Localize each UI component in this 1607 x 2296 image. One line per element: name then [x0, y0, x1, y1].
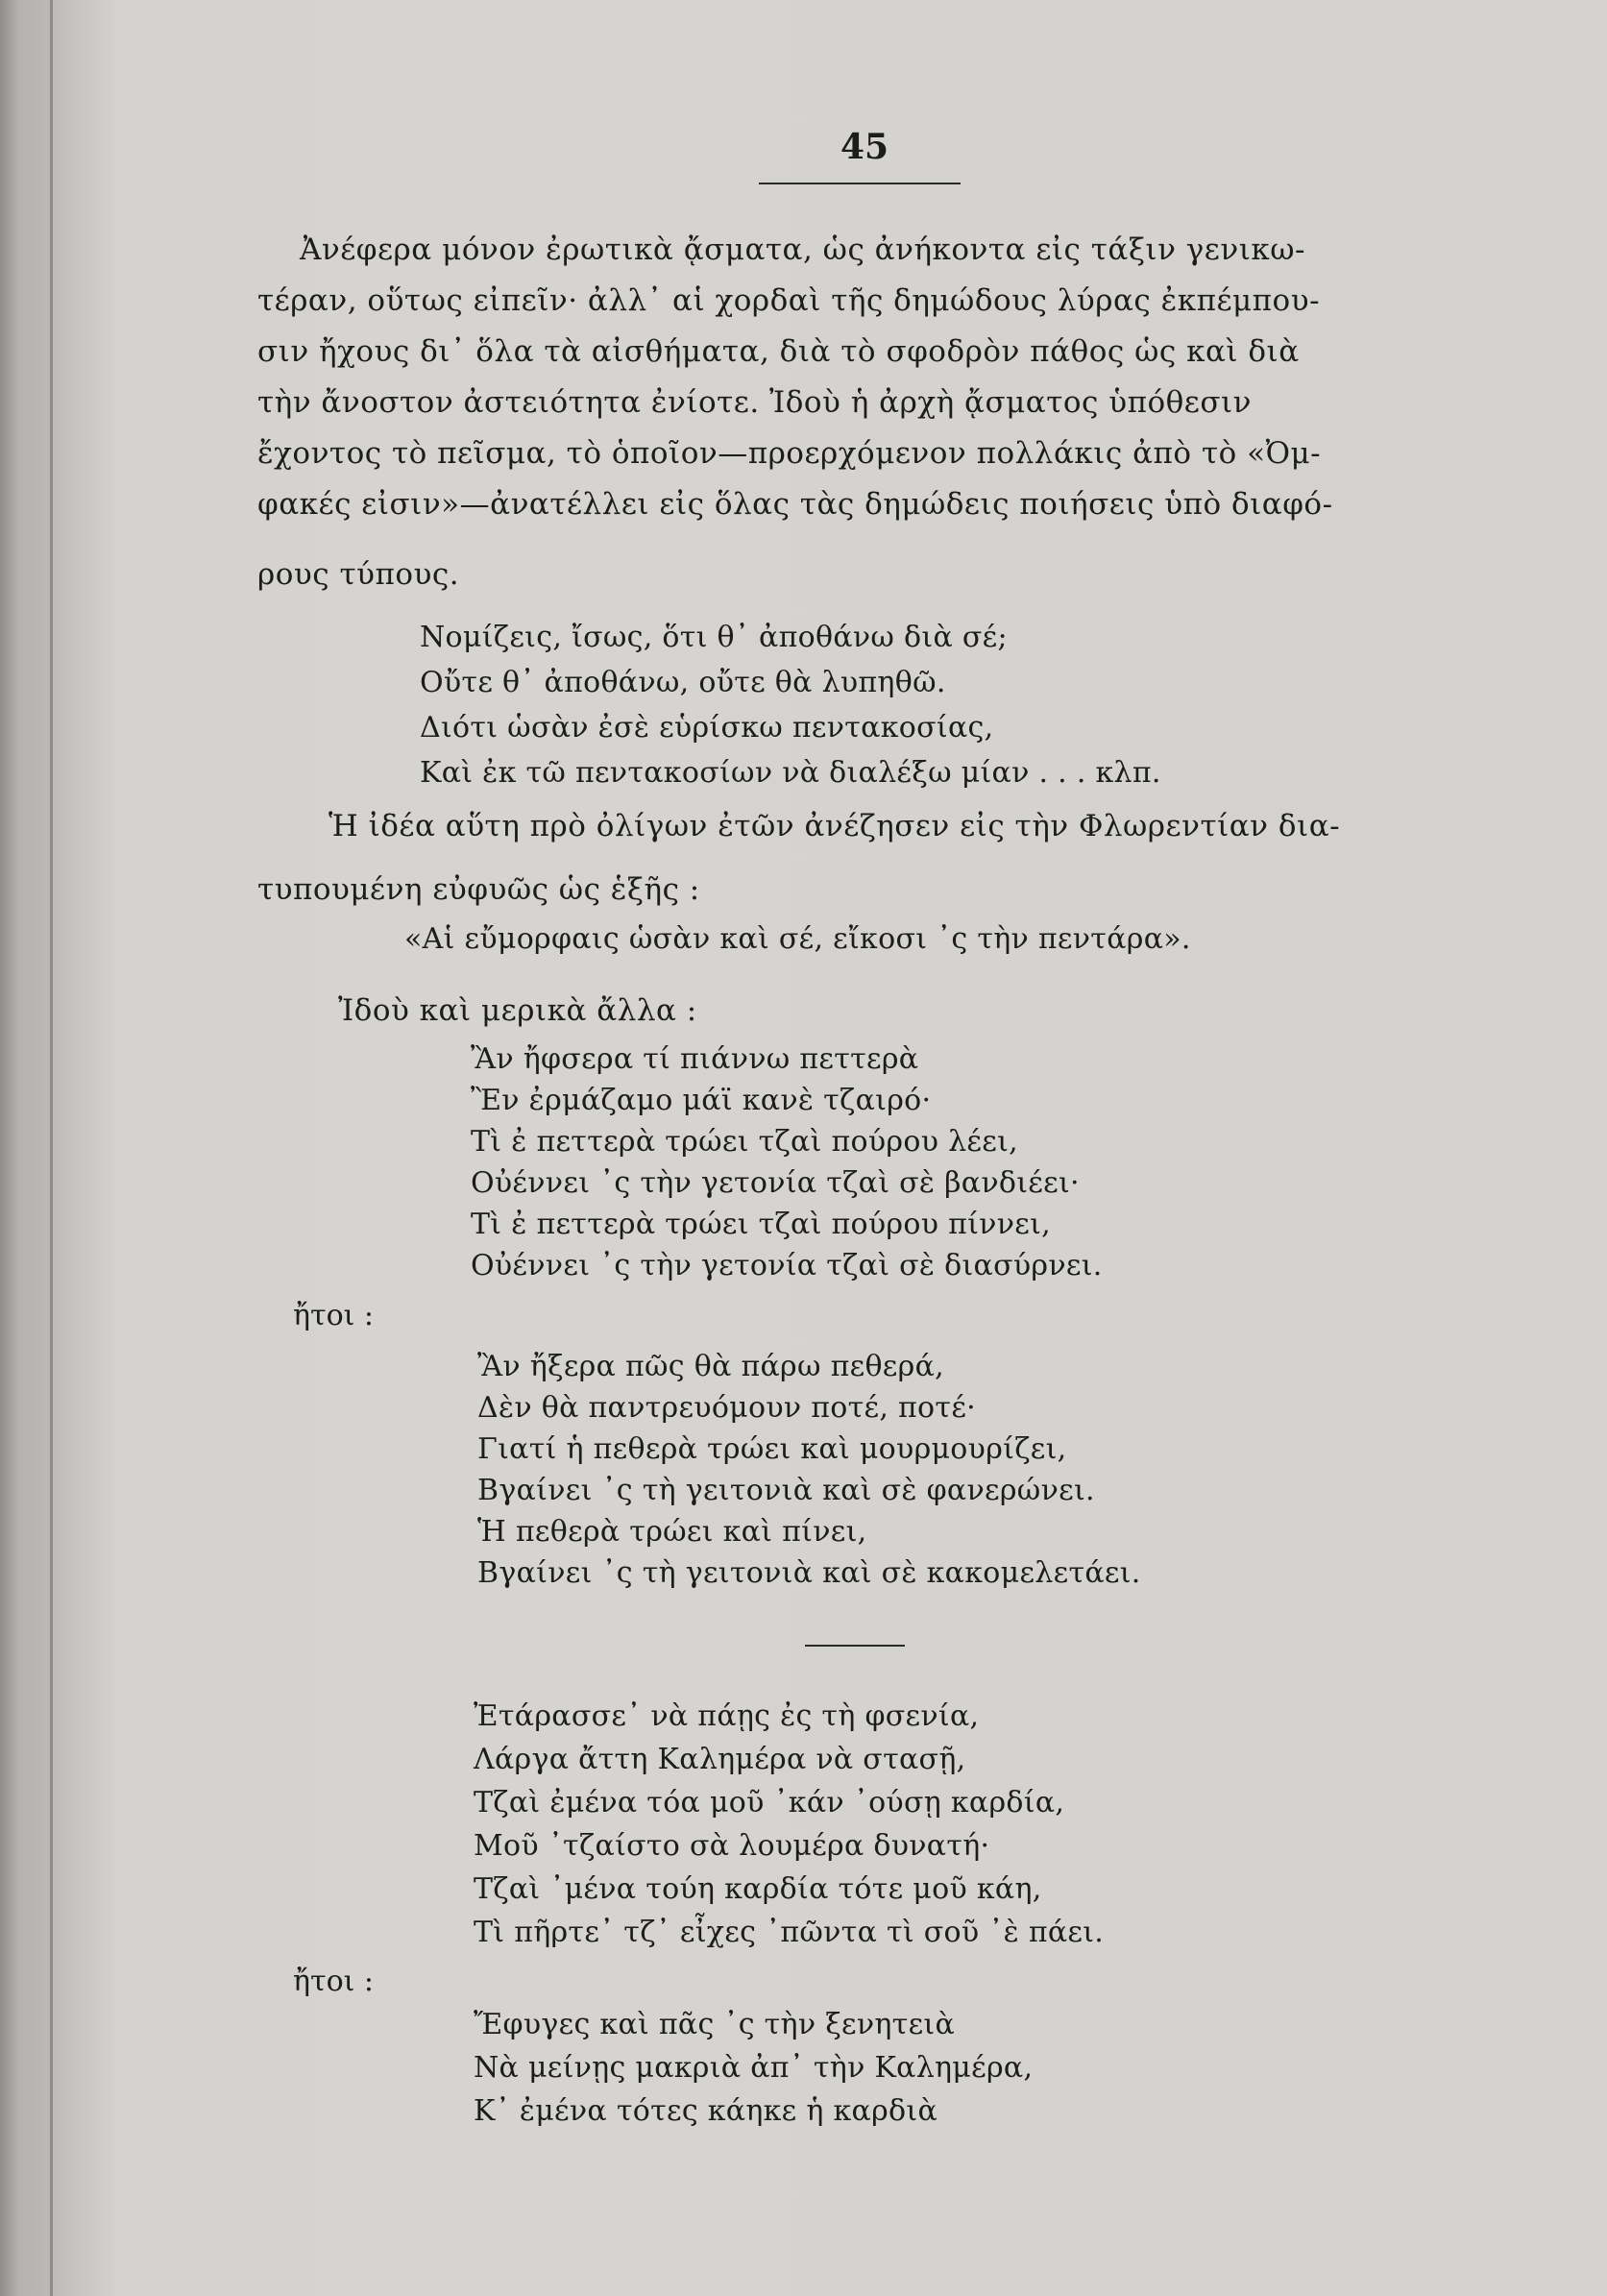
verse-line: Ἔφυγες καὶ πᾶς ᾿ς τὴν ξενητειὰ — [474, 2008, 956, 2041]
prose-line: Ἡ ἰδέα αὕτη πρὸ ὀλίγων ἐτῶν ἀνέζησεν εἰς τὴν Φλωρεντίαν δια- — [329, 809, 1341, 843]
verse-line: Ἐτάρασσε᾿ νὰ πάῃς ἐς τὴ φσενία, — [474, 1699, 980, 1733]
verse-line: Δὲν θὰ παντρευόμουν ποτέ, ποτέ· — [477, 1391, 976, 1425]
section-label: ἤτοι : — [293, 1299, 375, 1332]
prose-line: σιν ἤχους δι᾿ ὅλα τὰ αἰσθήματα, διὰ τὸ σφοδρὸν πάθος ὡς καὶ διὰ — [257, 334, 1300, 369]
verse-line: Οὐέννει ᾿ς τὴν γετονία τζαὶ σὲ βανδιέει· — [471, 1166, 1080, 1200]
verse-line: Διότι ὡσὰν ἐσὲ εὑρίσκω πεντακοσίας, — [420, 711, 994, 745]
verse-line: Καὶ ἐκ τῶ πεντακοσίων νὰ διαλέξω μίαν . . . κλπ. — [420, 756, 1161, 790]
verse-line: Οὐέννει ᾿ς τὴν γετονία τζαὶ σὲ διασύρνει. — [471, 1249, 1103, 1282]
binding-edge — [0, 0, 115, 2296]
verse-line: Τὶ ἐ πεττερὰ τρώει τζαὶ πούρου λέει, — [471, 1125, 1019, 1159]
verse-line: Τζαὶ ἐμένα τόα μοῦ ᾿κάν ᾿ούσῃ καρδία, — [474, 1786, 1065, 1820]
verse-line: Τὶ πῆρτε᾿ τζ᾿ εἶχες ᾿πῶντα τὶ σοῦ ᾿ὲ πάει. — [474, 1916, 1105, 1949]
verse-line: Ἂν ἤξερα πῶς θὰ πάρω πεθερά, — [477, 1350, 944, 1383]
verse-line: Λάργα ἄττη Καλημέρα νὰ στασῇ, — [474, 1743, 966, 1776]
verse-line: Κ᾿ ἐμένα τότες κάηκε ἡ καρδιὰ — [474, 2094, 938, 2128]
verse-line: Ἡ πεθερὰ τρώει καὶ πίνει, — [477, 1515, 867, 1549]
spine-shadow — [50, 0, 53, 2296]
verse-line: Ἂν ἤφσερα τί πιάννω πεττερὰ — [471, 1042, 919, 1076]
header-rule — [759, 183, 961, 184]
prose-line: τυπουμένη εὐφυῶς ὡς ἑξῆς : — [257, 872, 700, 907]
verse-line: Βγαίνει ᾿ς τὴ γειτονιὰ καὶ σὲ κακομελετάει. — [477, 1556, 1141, 1590]
prose-line: ἔχοντος τὸ πεῖσμα, τὸ ὁποῖον—προερχόμενον πολλάκις ἀπὸ τὸ «Ὀμ- — [257, 436, 1322, 471]
verse-line: Βγαίνει ᾿ς τὴ γειτονιὰ καὶ σὲ φανερώνει. — [477, 1474, 1095, 1507]
prose-line: ρους τύπους. — [257, 557, 460, 592]
section-divider — [805, 1645, 905, 1647]
verse-line: Οὔτε θ᾿ ἀποθάνω, οὔτε θὰ λυπηθῶ. — [420, 666, 946, 699]
section-label: ἤτοι : — [293, 1965, 375, 1998]
others-intro: Ἰδοὺ καὶ μερικὰ ἄλλα : — [338, 993, 697, 1028]
verse-line: Τζαὶ ᾿μένα τούη καρδία τότε μοῦ κάη, — [474, 1872, 1042, 1906]
verse-line: Νομίζεις, ἴσως, ὅτι θ᾿ ἀποθάνω διὰ σέ; — [420, 621, 1008, 654]
prose-line: φακές εἰσιν»—ἀνατέλλει εἰς ὅλας τὰς δημώδεις ποιήσεις ὑπὸ διαφό- — [257, 487, 1333, 522]
verse-line: Ἒν ἐρμάζαμο μάϊ κανὲ τζαιρό· — [471, 1084, 932, 1117]
prose-line: τέραν, οὕτως εἰπεῖν· ἀλλ᾿ αἱ χορδαὶ τῆς δημώδους λύρας ἐκπέμπου- — [257, 283, 1321, 318]
verse-line: Τὶ ἐ πεττερὰ τρώει τζαὶ πούρου πίννει, — [471, 1208, 1052, 1241]
prose-line: Ἀνέφερα μόνον ἐρωτικὰ ᾄσματα, ὡς ἀνήκοντα εἰς τάξιν γενικω- — [300, 232, 1305, 267]
verse-line: Γιατί ἡ πεθερὰ τρώει καὶ μουρμουρίζει, — [477, 1432, 1067, 1466]
quote-line: «Αἱ εὔμορφαις ὡσὰν καὶ σέ, εἴκοσι ᾿ς τὴν πεντάρα». — [404, 922, 1191, 956]
page-number: 45 — [840, 127, 889, 167]
verse-line: Μοῦ ᾿τζαίστο σὰ λουμέρα δυνατή· — [474, 1829, 990, 1863]
prose-line: τὴν ἄνοστον ἀστειότητα ἐνίοτε. Ἰδοὺ ἡ ἀρχὴ ᾄσματος ὑπόθεσιν — [257, 385, 1252, 420]
verse-line: Νὰ μείνῃς μακριὰ ἀπ᾿ τὴν Καλημέρα, — [474, 2051, 1034, 2085]
